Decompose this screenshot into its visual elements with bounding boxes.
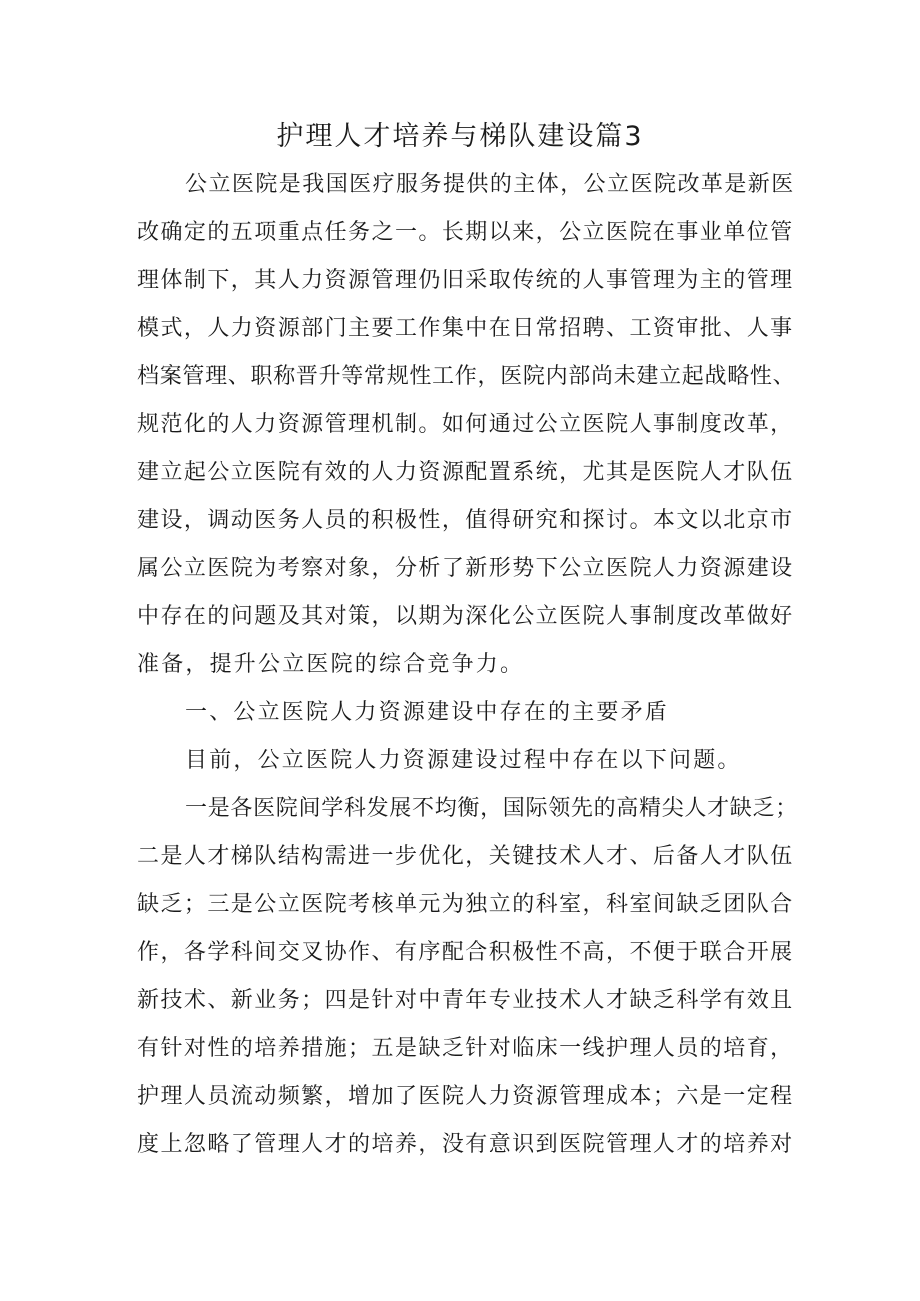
text-line-5: 档案管理、职称晋升等常规性工作，医院内部尚未建立起战略性、 [137,364,796,389]
text-line-8: 建设，调动医务人员的积极性，值得研究和探讨。本文以北京市 [137,508,794,533]
text-line-18: 新技术、新业务；四是针对中青年专业技术人才缺乏科学有效且 [137,988,794,1013]
text-line-9: 属公立医院为考察对象，分析了新形势下公立医院人力资源建设 [137,556,794,581]
text-line-4: 模式，人力资源部门主要工作集中在日常招聘、工资审批、人事 [137,316,794,341]
text-line-21: 度上忽略了管理人才的培养，没有意识到医院管理人才的培养对 [137,1132,794,1157]
text-line-3: 理体制下，其人力资源管理仍旧采取传统的人事管理为主的管理 [137,268,794,293]
text-line-20: 护理人员流动频繁，增加了医院人力资源管理成本；六是一定程 [137,1084,794,1109]
text-line-14: 一是各医院间学科发展不均衡，国际领先的高精尖人才缺乏； [185,796,798,821]
document-title: 护理人才培养与梯队建设篇3 [276,121,644,152]
text-line-6: 规范化的人力资源管理机制。如何通过公立医院人事制度改革， [137,412,794,437]
text-line-11: 准备，提升公立医院的综合竞争力。 [137,652,525,677]
text-line-16: 缺乏；三是公立医院考核单元为独立的科室，科室间缺乏团队合 [137,892,794,917]
text-line-1: 公立医院是我国医疗服务提供的主体，公立医院改革是新医 [185,172,795,197]
text-line-19: 有针对性的培养措施；五是缺乏针对临床一线护理人员的培育， [137,1036,794,1061]
section-heading-1: 一、公立医院人力资源建设中存在的主要矛盾 [185,700,670,725]
text-line-7: 建立起公立医院有效的人力资源配置系统，尤其是医院人才队伍 [137,460,794,485]
text-line-13: 目前，公立医院人力资源建设过程中存在以下问题。 [185,748,742,773]
text-line-2: 改确定的五项重点任务之一。长期以来，公立医院在事业单位管 [137,220,794,245]
text-line-10: 中存在的问题及其对策，以期为深化公立医院人事制度改革做好 [137,604,794,629]
text-line-15: 二是人才梯队结构需进一步优化，关键技术人才、后备人才队伍 [137,844,794,869]
text-line-17: 作，各学科间交叉协作、有序配合积极性不高，不便于联合开展 [137,940,794,965]
